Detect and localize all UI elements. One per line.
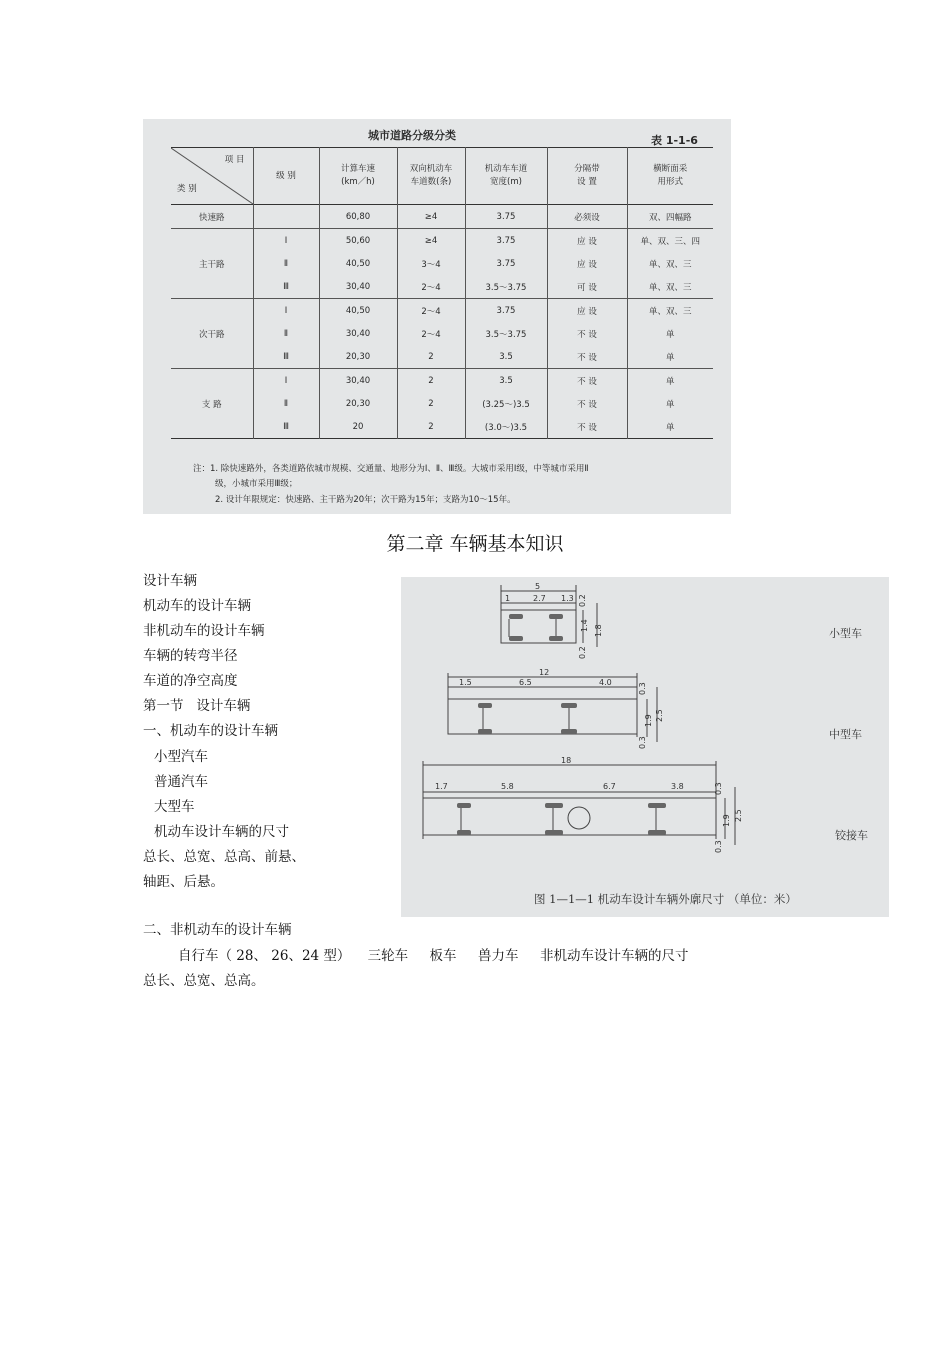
lanes-cell: 2 — [397, 345, 465, 369]
table-note-1: 注：1. 除快速路外，各类道路依城市规模、交通量、地形分为Ⅰ、Ⅱ、Ⅲ级。大城市采用Ⅰ级，中等城市采用Ⅱ — [193, 464, 589, 474]
speed-cell: 20,30 — [319, 392, 397, 415]
text-line: 大型车 — [154, 799, 195, 815]
category-cell: 次干路 — [171, 299, 253, 369]
level-cell: Ⅲ — [253, 275, 319, 299]
section-cell: 单、双、三 — [648, 282, 692, 293]
width-cell: 3.75 — [465, 299, 547, 323]
text-line: 总长、总宽、总高。 — [143, 973, 265, 989]
small-hbot-label: 0.2 — [578, 646, 587, 659]
category-cell: 主干路 — [171, 229, 253, 299]
header-corner-top: 项 目 — [224, 155, 245, 165]
artic-front-label: 1.7 — [435, 782, 448, 791]
width-cell: (3.25～)3.5 — [465, 392, 547, 415]
divider-cell: 应 设 — [547, 229, 627, 253]
text-line: 设计车辆 — [143, 573, 197, 589]
table-title: 城市道路分级分类 — [368, 129, 456, 142]
table-row — [171, 322, 713, 345]
speed-cell: 60,80 — [319, 205, 397, 229]
small-width-label: 1.8 — [594, 624, 603, 637]
table-number: 表 1-1-6 — [651, 134, 698, 147]
artic-htop-label: 0.3 — [714, 782, 723, 795]
text-line: 轴距、后悬。 — [143, 874, 224, 890]
medium-rear-label: 4.0 — [599, 678, 612, 687]
medium-car-label: 中型车 — [829, 728, 862, 741]
text-line: 小型汽车 — [154, 749, 208, 765]
header-corner-cell — [171, 148, 253, 205]
section-cell: 单、双、三 — [648, 259, 692, 270]
level-cell: Ⅱ — [253, 392, 319, 415]
text-line: 机动车的设计车辆 — [143, 598, 251, 614]
artic-wb1-label: 5.8 — [501, 782, 514, 791]
divider-cell: 可 设 — [547, 275, 627, 299]
level-cell: Ⅲ — [253, 345, 319, 369]
small-length-label: 5 — [535, 582, 541, 591]
level-cell: Ⅰ — [253, 229, 319, 253]
speed-cell: 50,60 — [319, 229, 397, 253]
table-row — [171, 415, 713, 439]
divider-cell: 不 设 — [547, 392, 627, 415]
artic-rear-label: 3.8 — [671, 782, 684, 791]
table-row — [171, 392, 713, 415]
lanes-cell: 2 — [397, 369, 465, 393]
speed-cell: 20,30 — [319, 345, 397, 369]
category-cell: 快速路 — [171, 205, 253, 229]
header-level: 级 别 — [253, 148, 319, 205]
header-corner-bottom: 类 别 — [177, 184, 197, 194]
header-cross-section: 横断面采 用形式 — [653, 164, 688, 187]
text-line: 非机动车的设计车辆 — [143, 623, 265, 639]
lanes-cell: 3～4 — [397, 252, 465, 275]
width-cell: (3.0～)3.5 — [465, 415, 547, 439]
category-cell: 支 路 — [171, 369, 253, 439]
section-cell: 单 — [665, 329, 675, 340]
medium-track-label: 1.9 — [644, 714, 653, 727]
table-header-row — [171, 148, 713, 205]
table-row — [171, 369, 713, 393]
section-heading: 第一节 设计车辆 — [143, 698, 251, 714]
vehicle-dimension-figure — [401, 577, 889, 917]
divider-cell: 不 设 — [547, 345, 627, 369]
speed-cell: 40,50 — [319, 299, 397, 323]
lanes-cell: 2 — [397, 415, 465, 439]
width-cell: 3.5 — [465, 369, 547, 393]
lanes-cell: ≥4 — [397, 205, 465, 229]
text-line: 普通汽车 — [154, 774, 208, 790]
level-cell: Ⅱ — [253, 322, 319, 345]
road-classification-table — [171, 147, 713, 439]
lanes-cell: 2～4 — [397, 322, 465, 345]
level-cell: Ⅰ — [253, 369, 319, 393]
chapter-title: 第二章 车辆基本知识 — [386, 533, 564, 555]
medium-front-label: 1.5 — [459, 678, 472, 687]
divider-cell: 应 设 — [547, 252, 627, 275]
speed-cell: 30,40 — [319, 275, 397, 299]
small-car-label: 小型车 — [829, 627, 862, 640]
medium-length-label: 12 — [539, 668, 550, 677]
text-line: 车道的净空高度 — [143, 673, 238, 689]
lanes-cell: ≥4 — [397, 229, 465, 253]
vehicle-dimension-drawing — [401, 577, 889, 917]
medium-wheelbase-label: 6.5 — [519, 678, 532, 687]
text-line: 总长、总宽、总高、前悬、 — [143, 849, 305, 865]
section-cell: 单、双、三、四 — [640, 236, 700, 247]
header-lane-width: 机动车车道 宽度(m) — [465, 148, 547, 205]
table-row — [171, 299, 713, 323]
road-classification-table-image — [143, 119, 731, 514]
small-htop-label: 0.2 — [578, 594, 587, 607]
width-cell: 3.5～3.75 — [465, 275, 547, 299]
table-row — [171, 275, 713, 299]
small-wheelbase-label: 2.7 — [533, 594, 546, 603]
small-front-label: 1 — [505, 594, 511, 603]
divider-cell: 不 设 — [547, 415, 627, 439]
divider-cell: 不 设 — [547, 322, 627, 345]
lanes-cell: 2～4 — [397, 275, 465, 299]
subsection-heading: 二、非机动车的设计车辆 — [143, 922, 292, 938]
level-cell — [253, 205, 319, 229]
small-rear-label: 1.3 — [561, 594, 574, 603]
speed-cell: 40,50 — [319, 252, 397, 275]
artic-width-label: 2.5 — [734, 809, 743, 822]
width-cell: 3.75 — [465, 205, 547, 229]
subsection-heading: 一、机动车的设计车辆 — [143, 723, 278, 739]
section-cell: 单 — [665, 352, 675, 363]
text-line: 机动车设计车辆的尺寸 — [154, 824, 289, 840]
width-cell: 3.5 — [465, 345, 547, 369]
artic-length-label: 18 — [561, 756, 572, 765]
speed-cell: 30,40 — [319, 369, 397, 393]
level-cell: Ⅰ — [253, 299, 319, 323]
artic-hbot-label: 0.3 — [714, 840, 723, 853]
text-line: 车辆的转弯半径 — [143, 648, 238, 664]
width-cell: 3.75 — [465, 229, 547, 253]
lanes-cell: 2～4 — [397, 299, 465, 323]
divider-cell: 必须设 — [547, 205, 627, 229]
header-divider: 分隔带 设 置 — [547, 148, 627, 205]
table-row — [171, 252, 713, 275]
speed-cell: 20 — [319, 415, 397, 439]
medium-hbot-label: 0.3 — [638, 736, 647, 749]
table-row — [171, 229, 713, 253]
small-track-label: 1.4 — [580, 619, 589, 632]
artic-track-label: 1.9 — [722, 814, 731, 827]
width-cell: 3.75 — [465, 252, 547, 275]
section-cell: 单 — [665, 376, 675, 387]
divider-cell: 应 设 — [547, 299, 627, 323]
header-speed: 计算车速 (km／h) — [319, 148, 397, 205]
divider-cell: 不 设 — [547, 369, 627, 393]
section-cell: 单、双、三 — [648, 306, 692, 317]
table-note-1-cont: 级，小城市采用Ⅲ级； — [215, 479, 298, 489]
medium-width-label: 2.5 — [655, 709, 664, 722]
speed-cell: 30,40 — [319, 322, 397, 345]
section-cell: 双、四幅路 — [648, 212, 692, 223]
figure-caption: 图 1—1—1 机动车设计车辆外廓尺寸 （单位：米） — [534, 892, 797, 906]
table-row — [171, 205, 713, 229]
artic-wb2-label: 6.7 — [603, 782, 616, 791]
section-cell: 单 — [665, 422, 675, 433]
articulated-car-label: 铰接车 — [835, 829, 868, 842]
width-cell: 3.5～3.75 — [465, 322, 547, 345]
table-row — [171, 345, 713, 369]
lanes-cell: 2 — [397, 392, 465, 415]
level-cell: Ⅱ — [253, 252, 319, 275]
table-note-2: 2. 设计年限规定：快速路、主干路为20年；次干路为15年；支路为10～15年。 — [215, 495, 516, 505]
level-cell: Ⅲ — [253, 415, 319, 439]
section-cell: 单 — [665, 399, 675, 410]
text-line: 自行车（ 28、 26、24 型） 三轮车 板车 兽力车 非机动车设计车辆的尺寸 — [178, 948, 689, 964]
medium-htop-label: 0.3 — [638, 682, 647, 695]
header-lanes: 双向机动车 车道数(条) — [397, 148, 465, 205]
